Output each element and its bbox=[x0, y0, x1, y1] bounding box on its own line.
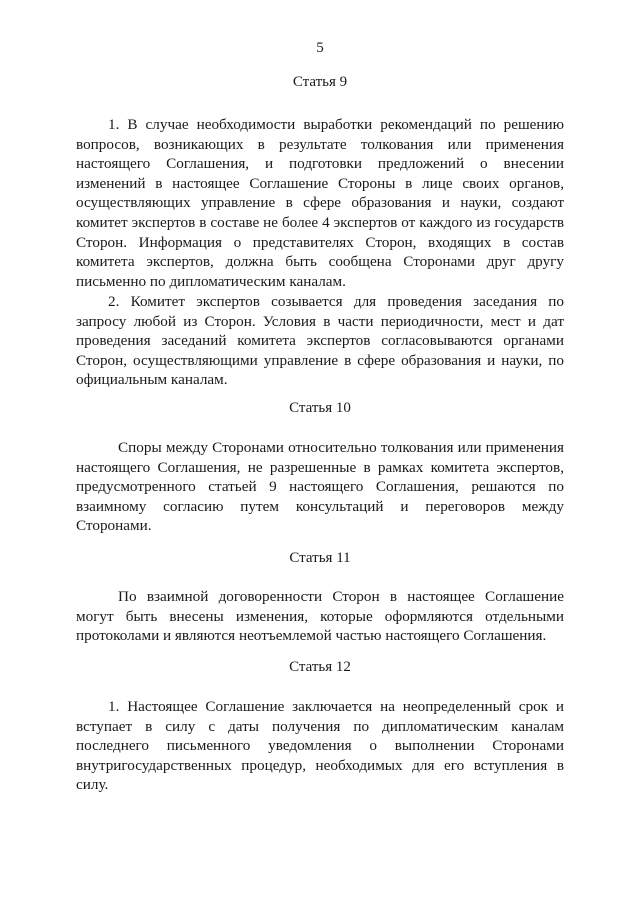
article-12-paragraph-1: 1. Настоящее Соглашение заключается на неопределенный срок и вступает в силу с даты получения по дипломатическим каналам последнего письменного уведомления о выполнении Сторонами внутригосударственных процедур, необходимых для его вступления в силу. bbox=[76, 698, 564, 794]
article-11-heading: Статья 11 bbox=[289, 550, 351, 566]
article-9-paragraph-2: 2. Комитет экспертов созывается для проведения заседания по запросу любой из Сторон. Условия в части периодичности, мест и дат проведения заседаний комитета экспертов согласовываются органами Сторон, осуществляющими управление в сфере образования и науки, по официальным каналам. bbox=[76, 293, 564, 389]
page-number: 5 bbox=[316, 40, 324, 56]
article-10-paragraph-1: Споры между Сторонами относительно толкования или применения настоящего Соглашения, не разрешенные в рамках комитета экспертов, предусмотренного статьей 9 настоящего Соглашения, решаются по взаимному согласию путем консультаций и переговоров между Сторонами. bbox=[76, 439, 564, 535]
article-9-heading: Статья 9 bbox=[292, 74, 348, 90]
article-11-paragraph-1: По взаимной договоренности Сторон в настоящее Соглашение могут быть внесены изменения, которые оформляются отдельными протоколами и являются неотъемлемой частью настоящего Соглашения. bbox=[76, 588, 564, 645]
article-9-paragraph-1: 1. В случае необходимости выработки рекомендаций по решению вопросов, возникающих в результате толкования или применения настоящего Соглашения, и подготовки предложений о внесении изменений в настоящее Соглашение Стороны в лице своих органов, осуществляющих управление в сфере образования и науки, создают комитет экспертов в составе не более 4 экспертов от каждого из государств Сторон. Информация о представителях Сторон, входящих в состав комитета экспертов, должна быть сообщена Сторонами друг другу письменно по дипломатическим каналам. bbox=[76, 116, 564, 290]
article-12-heading: Статья 12 bbox=[289, 659, 351, 675]
article-10-heading: Статья 10 bbox=[289, 400, 351, 416]
